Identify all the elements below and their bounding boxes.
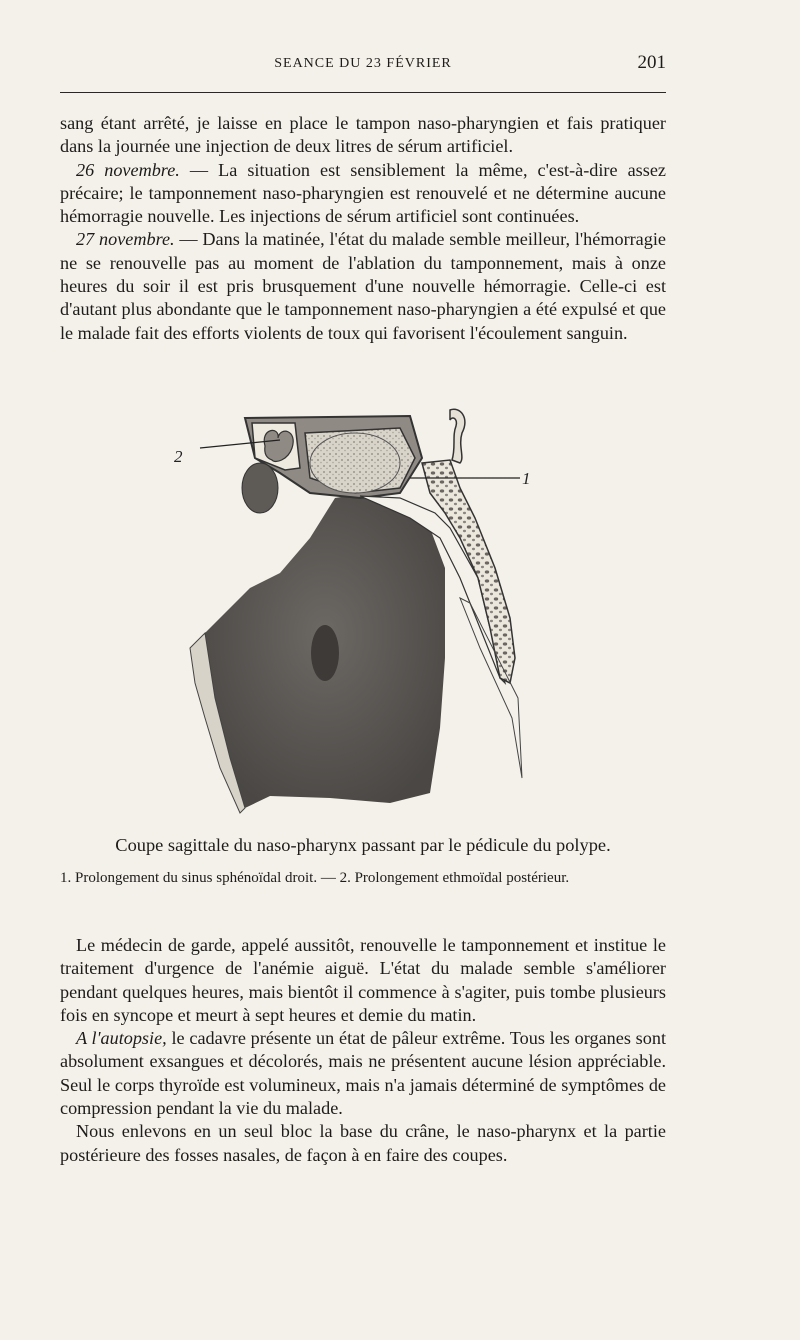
tonsil-shadow	[311, 625, 339, 681]
paragraph-text: Nous enlevons en un seul bloc la base du crâne, le naso-pharynx et la partie postérieure des fosses nasales, de façon à en faire des coupes.	[60, 1121, 666, 1165]
running-title: SEANCE DU 23 FÉVRIER	[274, 56, 452, 71]
top-text-block	[60, 112, 666, 345]
date-label: 26 novembre.	[76, 159, 180, 180]
sagittal-section-illustration	[160, 398, 540, 828]
paragraph-nous-enlevons	[60, 1120, 666, 1167]
page-header	[60, 52, 666, 74]
paragraph-text: sang étant arrêté, je laisse en place le tampon naso-pharyngien et fais pratiquer dans la journée une injection de deux litres de sérum artificiel.	[60, 113, 666, 157]
turbinate	[242, 463, 278, 513]
autopsie-lead: A l'autopsie,	[76, 1028, 167, 1049]
page-number: 201	[637, 52, 666, 73]
figure-legend: 1. Prolongement du sinus sphénoïdal droit. — 2. Prolongement ethmoïdal postérieur.	[60, 870, 570, 886]
paragraph-continuation	[60, 112, 666, 159]
label-1: 1	[522, 469, 531, 488]
paragraph-text: Le médecin de garde, appelé aussitôt, renouvelle le tamponnement et institue le traitement d'urgence de l'anémie aiguë. L'état du malade semble s'améliorer pendant quelques heures, mais bientôt il commence à s'agiter, puis tombe plusieurs fois en syncope et meurt à sept heures et demie du matin.	[60, 935, 666, 1025]
label-2: 2	[174, 447, 183, 466]
anatomical-figure	[160, 398, 540, 828]
paragraph-autopsie	[60, 1027, 666, 1120]
sinus-extension	[310, 433, 400, 493]
paragraph-26-novembre	[60, 159, 666, 229]
figure-caption: Coupe sagittale du naso-pharynx passant par le pédicule du polype.	[115, 835, 611, 855]
paragraph-text: — Dans la matinée, l'état du malade semble meilleur, l'hémorragie ne se renouvelle pas au moment de l'ablation du tamponnement, mais à onze heures du soir il est pris brusquement d'une nouvelle hémorragie. Celle-ci est d'autant plus abondante que le tamponnement naso-pharyngien a été expulsé et que le malade fait des efforts violents de toux qui favorisent l'écoulement sanguin.	[60, 229, 666, 343]
bottom-text-block	[60, 934, 666, 1167]
header-rule	[60, 92, 666, 93]
date-label: 27 novembre.	[76, 229, 175, 250]
paragraph-medecin	[60, 934, 666, 1027]
occipital-edge	[450, 409, 465, 463]
paragraph-text: le cadavre présente un état de pâleur extrême. Tous les organes sont absolument exsangues et décolorés, mais ne présentent aucune lésion appréciable. Seul le corps thyroïde est volumineux, mais n'a jamais déterminé de symptômes de compression pendant la vie du malade.	[60, 1028, 666, 1119]
paragraph-27-novembre	[60, 228, 666, 344]
paragraph-text: — La situation est sensiblement la même, c'est-à-dire assez précaire; le tamponnement naso-pharyngien est renouvelé et ne détermine aucune hémorragie nouvelle. Les injections de sérum artificiel sont continuées.	[60, 159, 666, 227]
